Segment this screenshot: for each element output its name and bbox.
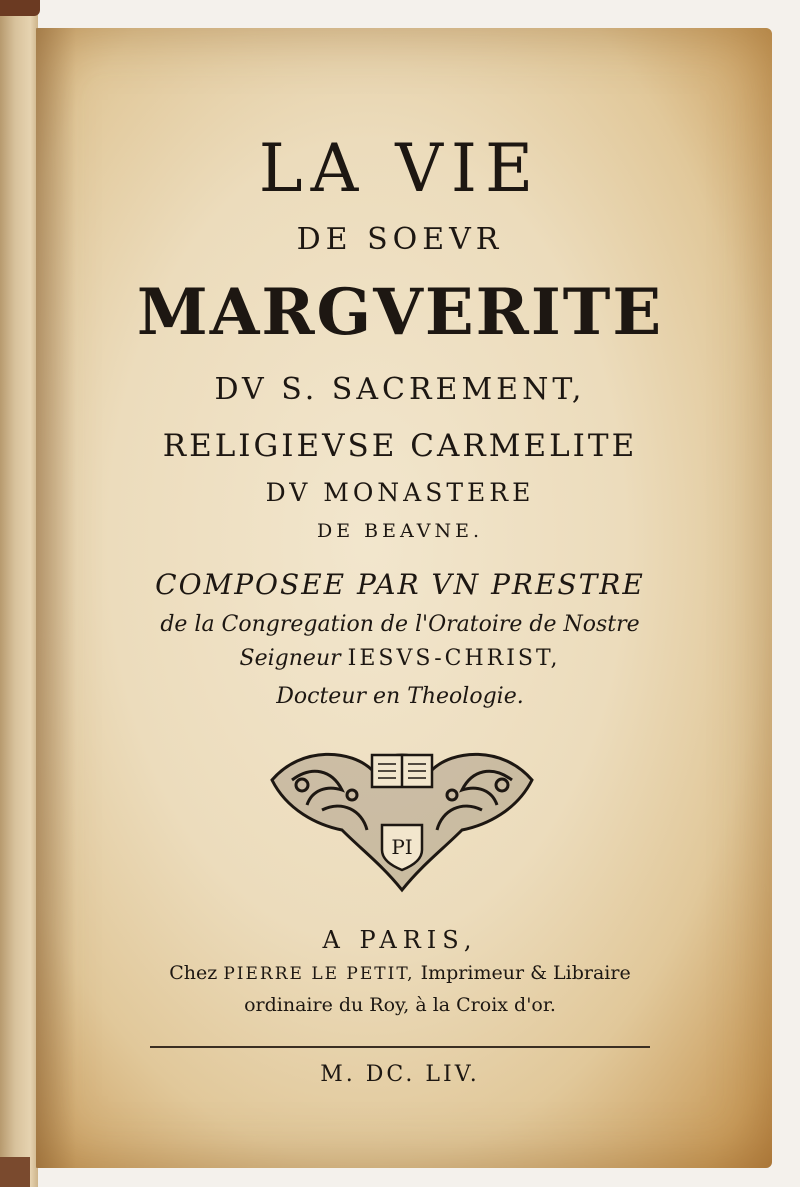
title-line-de-soeur: DE SOEVR — [296, 222, 504, 257]
imprint-city: A PARIS, — [322, 926, 478, 954]
imprint-printer-line — [60, 962, 740, 984]
publication-date: M. DC. LIV. — [320, 1062, 480, 1087]
title-line-monastere: DV MONASTERE — [265, 478, 535, 507]
imprint-address: ordinaire du Roy, à la Croix d'or. — [244, 994, 556, 1016]
open-book-icon — [372, 755, 432, 787]
title-line-religieuse: RELIGIEVSE CARMELITE — [162, 428, 638, 464]
imprint-printer-name: PIERRE LE PETIT, — [223, 964, 415, 984]
seigneur-text: Seigneur — [239, 646, 341, 671]
imprint-chez: Chez — [169, 962, 218, 984]
book-spine — [0, 0, 38, 1187]
author-line-composee: COMPOSEE PAR VN PRESTRE — [155, 568, 645, 601]
imprint-rule — [150, 1046, 650, 1048]
author-line-docteur: Docteur en Theologie. — [276, 684, 524, 709]
monogram-text: PI — [391, 835, 413, 859]
title-line-marguerite: MARGVERITE — [136, 275, 664, 350]
imprint-role: Imprimeur & Libraire — [420, 962, 631, 984]
iesus-christ-text: IESVS-CHRIST, — [347, 646, 561, 671]
spine-top-binding — [0, 0, 40, 16]
title-line-la-vie: LA VIE — [258, 130, 542, 207]
printer-device-ornament — [262, 740, 542, 900]
author-line-seigneur — [60, 646, 740, 671]
title-line-beaune: DE BEAVNE. — [316, 520, 483, 542]
author-line-congregation: de la Congregation de l'Oratoire de Nostre — [160, 612, 640, 637]
title-line-du-sacrement: DV S. SACREMENT, — [214, 372, 586, 407]
monogram-shield-icon — [382, 825, 422, 870]
spine-bottom-binding — [0, 1157, 30, 1187]
